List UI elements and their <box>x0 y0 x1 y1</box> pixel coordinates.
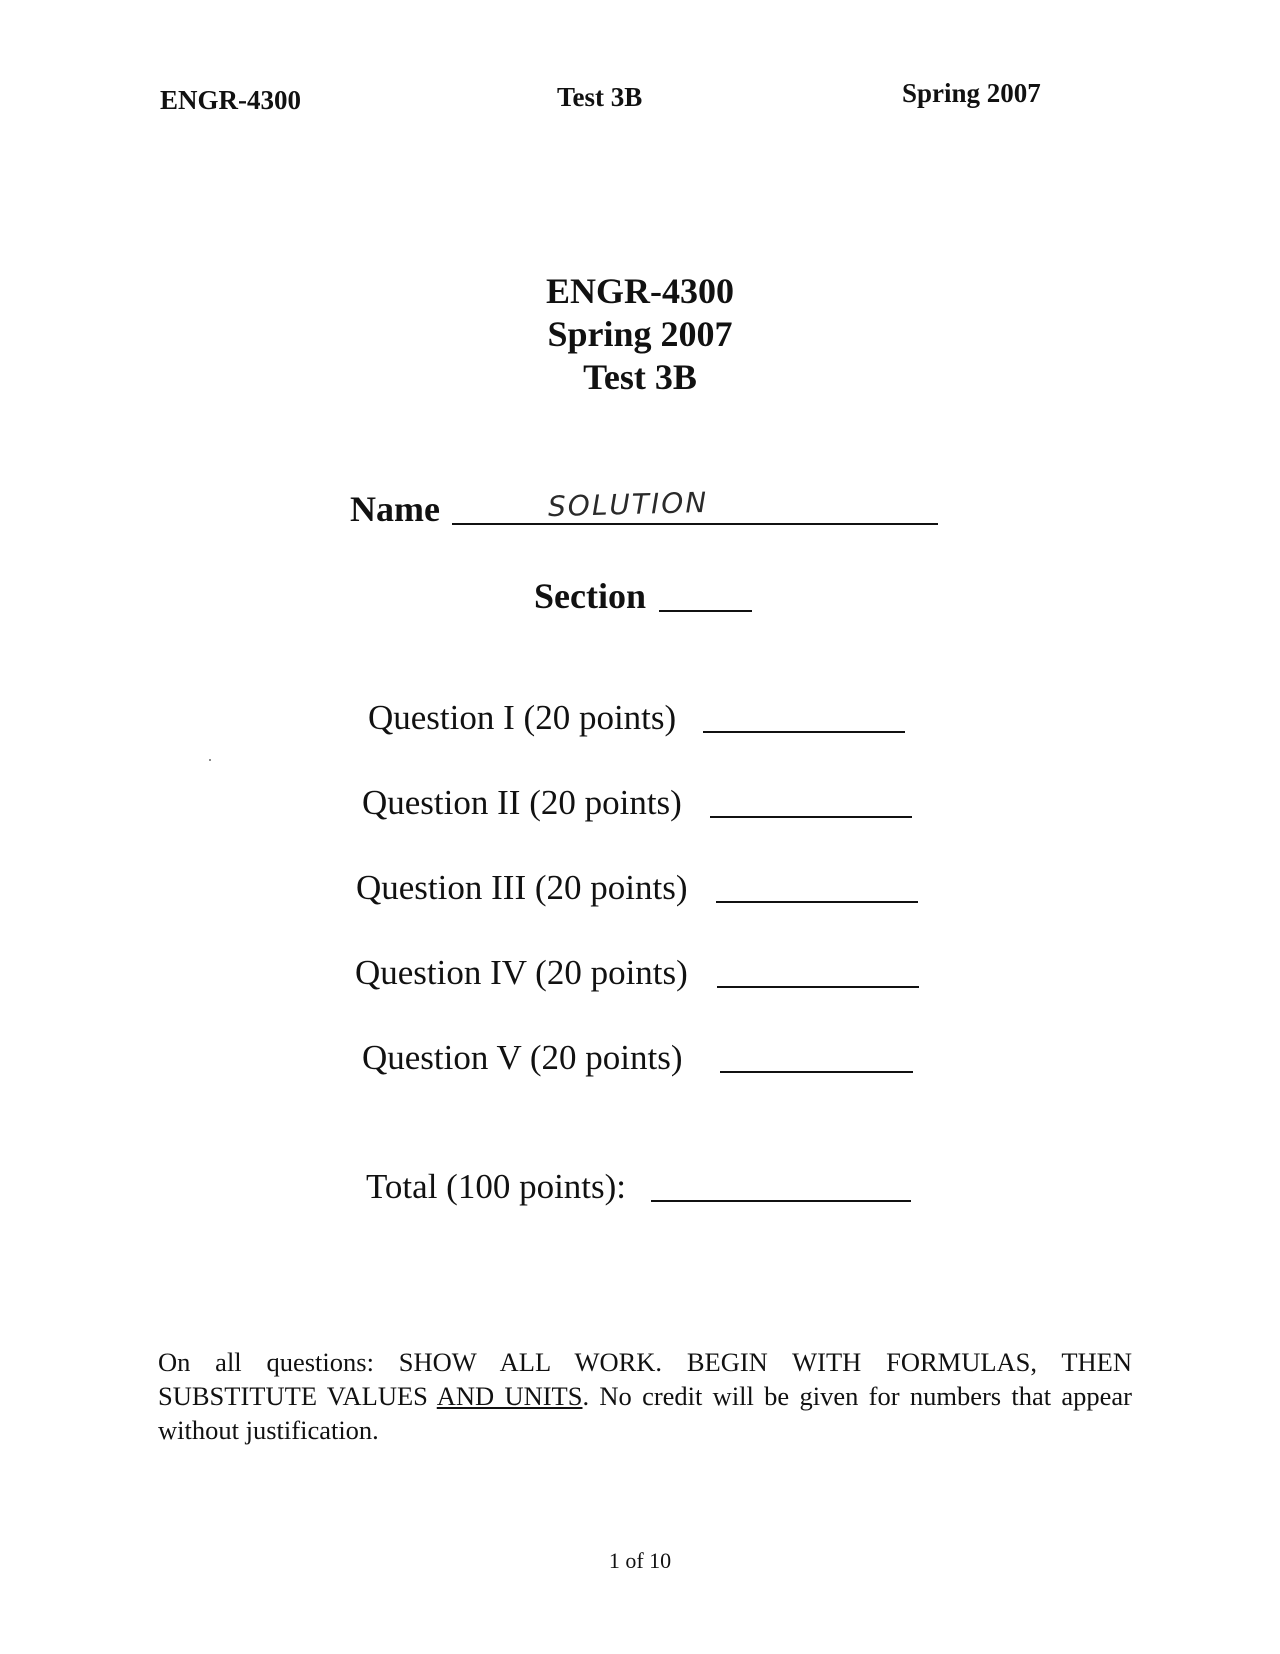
section-field-line[interactable] <box>659 610 752 612</box>
question-5-score-line[interactable] <box>720 1071 913 1073</box>
scan-speck <box>209 759 211 761</box>
name-field-line[interactable] <box>452 523 938 525</box>
question-2-label: Question II (20 points) <box>362 783 682 822</box>
question-3-label: Question III (20 points) <box>356 868 688 907</box>
section-label: Section <box>534 576 646 616</box>
title-term: Spring 2007 <box>547 314 733 354</box>
total-score-line[interactable] <box>651 1200 911 1202</box>
question-1-label: Question I (20 points) <box>368 698 677 737</box>
header-term: Spring 2007 <box>902 78 1041 108</box>
instructions-text-start: On all questions: SHOW ALL WORK. BEGIN WITH FORMULAS, THEN SUBSTITUTE VALUES <box>158 1347 1132 1411</box>
title-course: ENGR-4300 <box>546 271 734 311</box>
page-number: 1 of 10 <box>608 1548 672 1573</box>
instructions-underlined-text: AND UNITS <box>436 1381 583 1411</box>
question-2-score-line[interactable] <box>710 816 912 818</box>
question-4-label: Question IV (20 points) <box>355 953 688 992</box>
instructions-text-end: . No credit will be given for numbers that appear without justification. <box>158 1381 1133 1445</box>
question-3-score-line[interactable] <box>716 901 918 903</box>
question-5-label: Question V (20 points) <box>362 1038 683 1077</box>
name-label: Name <box>350 489 440 529</box>
header-course: ENGR-4300 <box>160 85 301 115</box>
question-1-score-line[interactable] <box>703 731 905 733</box>
title-block <box>440 270 840 399</box>
question-4-score-line[interactable] <box>717 986 919 988</box>
instructions-paragraph <box>158 1345 1132 1447</box>
total-label: Total (100 points): <box>366 1167 627 1206</box>
header-test: Test 3B <box>557 82 643 112</box>
title-test: Test 3B <box>583 357 697 397</box>
name-handwritten-value: SOLUTION <box>547 485 709 524</box>
